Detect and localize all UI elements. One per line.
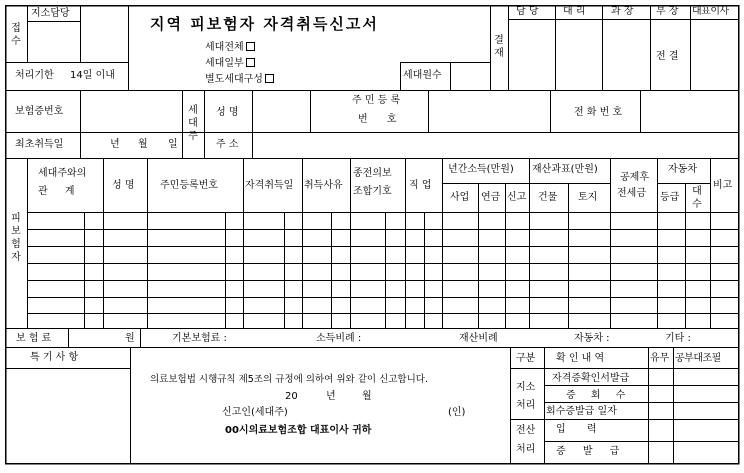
- branch-processing-label-2: 처리: [516, 400, 536, 411]
- col-deduction: 공제후: [620, 172, 649, 183]
- col-car: 자동차: [668, 164, 697, 175]
- basic-premium-label: 기본보험료 :: [172, 333, 227, 344]
- cross-check-label: 공부대조필: [675, 353, 721, 364]
- insurance-no-label: 보험증번호: [15, 106, 64, 117]
- other-premium-label: 기타 :: [665, 333, 691, 344]
- col-deduction-2: 전세금: [617, 188, 646, 199]
- col-acquisition-date: 자격취득일: [245, 180, 294, 191]
- col-income-business: 사업: [450, 192, 470, 203]
- recipient-line: 00시의료보험조합 대표이사 귀하: [225, 425, 372, 436]
- computer-processing-label-2: 처리: [516, 444, 536, 455]
- processing-category-label: 구분: [516, 353, 536, 364]
- col-prev-union: 종전의보: [353, 168, 392, 179]
- statement-year: 년: [326, 391, 336, 402]
- date-month: 월: [138, 139, 148, 150]
- first-acquisition-label: 최초취득일: [15, 139, 64, 150]
- approval-role-director: 부 장: [656, 6, 679, 17]
- col-car-count: 대수: [692, 186, 702, 210]
- computer-item-issue: 증 발 급: [556, 446, 620, 457]
- col-remarks: 비고: [713, 180, 733, 191]
- option-partial-household[interactable]: [205, 58, 255, 70]
- approval-role-assistant: 대 리: [563, 6, 586, 17]
- col-property-building: 건물: [538, 192, 558, 203]
- date-year: 년: [110, 139, 120, 150]
- resident-no-label: 주 민 등 록: [352, 95, 401, 106]
- option-whole-household[interactable]: [205, 42, 255, 54]
- householder-label: 세대주: [188, 105, 198, 142]
- date-prefix: 20: [285, 391, 298, 402]
- col-prev-union-2: 조합기호: [353, 186, 392, 197]
- name-label: 성 명: [216, 107, 239, 118]
- branch-processing-label: 지소: [516, 382, 536, 393]
- address-label: 주 소: [216, 139, 239, 150]
- household-count-label: 세대원수: [403, 70, 442, 81]
- deadline-value: 14일 이내: [70, 70, 115, 81]
- branch-staff-label: 지소담당: [31, 8, 70, 19]
- statement-text: 의료보험법 시행규칙 제5조의 규정에 의하여 위와 같이 신고합니다.: [150, 374, 428, 385]
- col-annual-income: 년간소득(만원): [448, 164, 514, 175]
- branch-item-certificate: 자격증확인서발급: [552, 373, 630, 384]
- seal-mark: (인): [448, 407, 466, 418]
- col-occupation: 직 업: [409, 180, 432, 191]
- approval-label: 결재: [494, 35, 504, 59]
- option-label: 세대전체: [205, 42, 244, 53]
- approval-role-staff: 담 당: [516, 6, 539, 17]
- col-income-pension: 연금: [481, 192, 501, 203]
- final-decision-label: 전 결: [656, 51, 679, 62]
- premium-won: 원: [125, 333, 135, 344]
- option-label: 세대일부: [205, 58, 244, 69]
- premium-label: 보 험 료: [16, 333, 52, 344]
- col-income-report: 신고: [507, 192, 527, 203]
- checkbox-icon[interactable]: [246, 58, 255, 67]
- option-label: 별도세대구성: [205, 74, 263, 85]
- col-relation-2: 관 계: [38, 186, 75, 197]
- col-resident-no: 주민등록번호: [160, 180, 218, 191]
- yes-no-label: 유무: [650, 353, 670, 364]
- branch-item-collection: 증 회 수: [566, 390, 626, 401]
- col-relation: 세대주와의: [38, 168, 87, 179]
- resident-no-label-2: 번 호: [358, 114, 397, 125]
- check-history-label: 확 인 내 역: [556, 353, 605, 364]
- computer-item-input: 입 력: [556, 424, 597, 435]
- option-separate-household[interactable]: [205, 74, 274, 86]
- branch-item-receipt-date: 회수증발급 일자: [546, 406, 617, 417]
- phone-label: 전 화 번 호: [574, 107, 623, 118]
- statement-month: 월: [362, 391, 372, 402]
- date-day: 일: [168, 139, 178, 150]
- col-property-tax: 재산과표(만원): [532, 164, 598, 175]
- approval-role-manager: 과 장: [611, 6, 634, 17]
- special-notes-label: 특 기 사 항: [30, 352, 79, 363]
- reception-label: 접수: [11, 23, 21, 47]
- deadline-label: 처리기한: [15, 70, 54, 81]
- income-proportional-label: 소득비례 :: [316, 333, 362, 344]
- form-title: 지역 피보험자 자격취득신고서: [150, 15, 379, 33]
- approval-role-ceo: 대표이사: [692, 6, 729, 17]
- car-premium-label: 자동차 :: [574, 333, 610, 344]
- computer-processing-label: 전산: [516, 425, 536, 436]
- property-proportional-label: 재산비례: [459, 333, 498, 344]
- col-car-grade: 등급: [660, 192, 680, 203]
- col-acquisition-reason: 취득사유: [304, 180, 343, 191]
- col-property-land: 토지: [578, 192, 598, 203]
- col-name: 성 명: [112, 180, 135, 191]
- checkbox-icon[interactable]: [265, 74, 274, 83]
- reporter-label: 신고인(세대주): [222, 407, 288, 418]
- insured-side-label: 피보험자: [11, 213, 21, 263]
- checkbox-icon[interactable]: [246, 42, 255, 51]
